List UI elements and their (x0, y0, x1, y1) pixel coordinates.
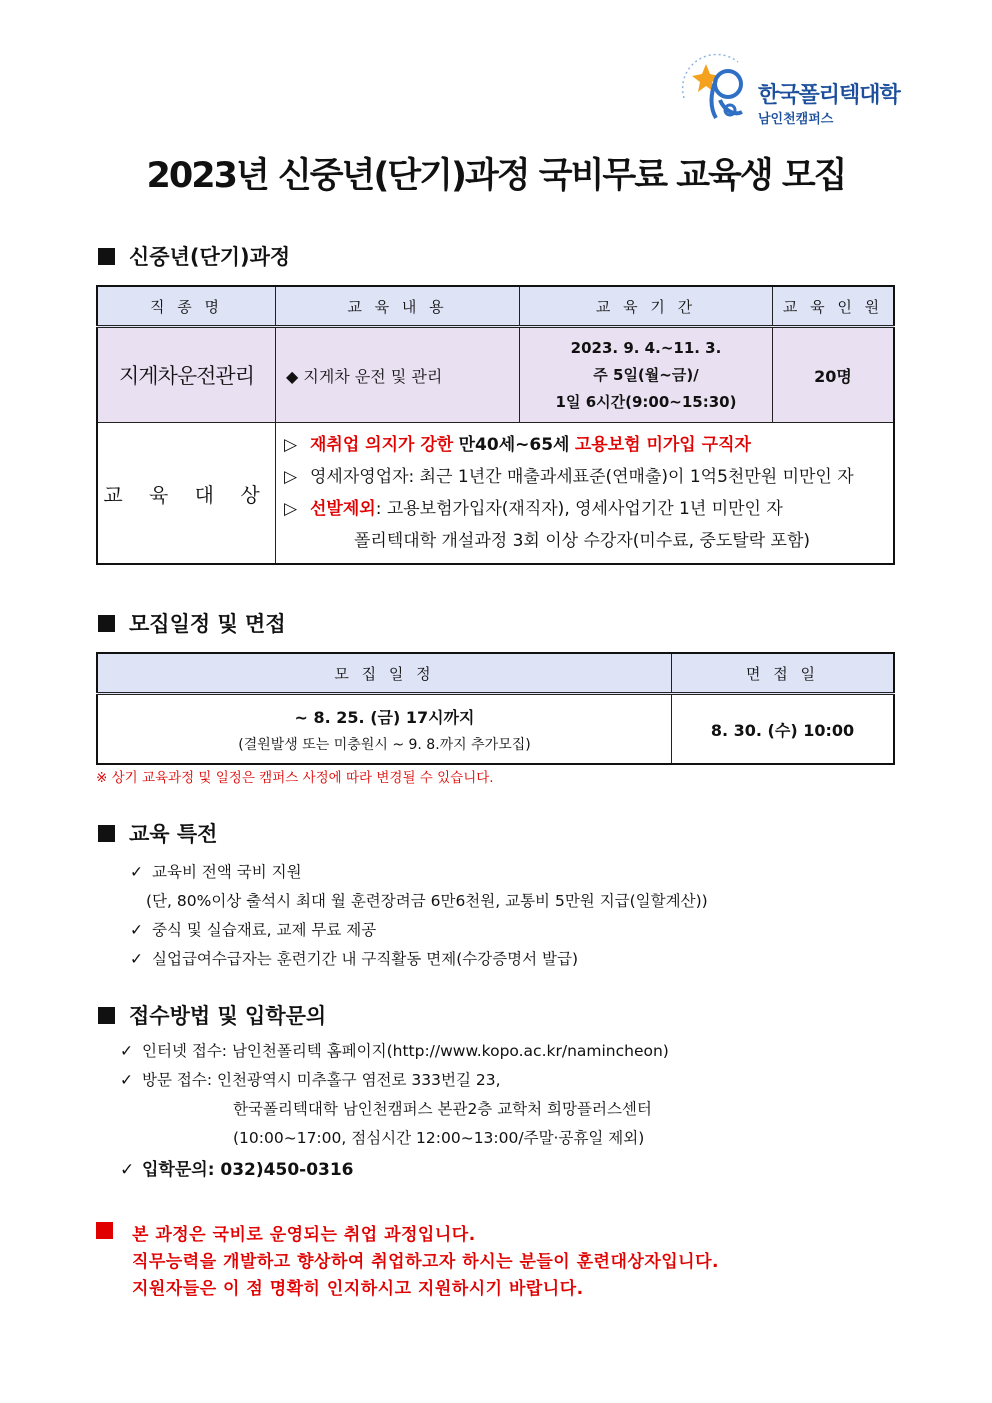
target-line-2: ▷ 영세자영업자: 최근 1년간 매출과세표준(연매출)이 1억5천만원 미만인 자 (284, 467, 854, 487)
notice-line-3: 지원자들은 이 점 명확히 인지하시고 지원하시기 바랍니다. (132, 1279, 584, 1299)
interview-date: 8. 30. (수) 10:00 (672, 694, 895, 765)
schedule-table-header (97, 653, 894, 694)
square-bullet-icon (98, 825, 115, 842)
target-line-4: 폴리텍대학 개설과정 3회 이상 수강자(미수료, 중도탈락 포함) (354, 531, 811, 551)
page-title: 2023년 신중년(단기)과정 국비무료 교육생 모집 (146, 156, 846, 196)
notice-line-1: 본 과정은 국비로 운영되는 취업 과정입니다. (132, 1225, 476, 1245)
course-content: ◆ 지게차 운전 및 관리 (276, 327, 520, 423)
header-period: 교 육 기 간 (520, 286, 773, 327)
target-line-3: ▷ 선발제외: 고용보험가입자(재직자), 영세사업기간 1년 미만인 자 (284, 499, 783, 519)
schedule-row (97, 694, 894, 765)
apply-visit: ✓ 방문 접수: 인천광역시 미추홀구 염전로 333번길 23, (120, 1071, 501, 1089)
schedule-table (96, 652, 895, 765)
logo-name: 한국폴리텍대학 (758, 83, 900, 108)
section-heading-course: 신중년(단기)과정 (98, 241, 290, 271)
change-notice: ※ 상기 교육과정 및 일정은 캠퍼스 사정에 따라 변경될 수 있습니다. (96, 770, 494, 786)
course-table (96, 285, 895, 565)
section-heading-benefits: 교육 특전 (98, 818, 217, 848)
apply-visit-hours: (10:00~17:00, 점심시간 12:00~13:00/주말·공휴일 제외) (233, 1129, 645, 1147)
benefit-item: ✓ 중식 및 실습재료, 교제 무료 제공 (130, 921, 377, 939)
benefit-item: ✓ 실업급여수급자는 훈련기간 내 구직활동 면제(수강증명서 발급) (130, 950, 579, 968)
inquiry-phone: ✓ 입학문의: 032)450-0316 (120, 1160, 354, 1180)
course-table-header (97, 286, 894, 327)
target-line-1: ▷ 재취업 의지가 강한 만40세~65세 고용보험 미가입 구직자 (284, 435, 751, 455)
target-content (276, 423, 895, 565)
polytech-logo (676, 50, 906, 130)
square-bullet-icon (98, 1007, 115, 1024)
header-interview: 면 접 일 (672, 653, 895, 694)
schedule-note: (결원발생 또는 미충원시 ~ 9. 8.까지 추가모집) (238, 736, 531, 753)
course-row (97, 327, 894, 423)
check-icon: ✓ (120, 1042, 133, 1060)
header-content: 교 육 내 용 (276, 286, 520, 327)
course-period: 2023. 9. 4.~11. 3. 주 5일(월~금)/ 1일 6시간(9:00~15:30) (520, 327, 773, 423)
header-schedule: 모 집 일 정 (97, 653, 672, 694)
check-icon: ✓ (120, 1160, 135, 1180)
notice-bullet (96, 1219, 127, 1243)
section-heading-apply: 접수방법 및 입학문의 (98, 1000, 326, 1030)
apply-visit-place: 한국폴리텍대학 남인천캠퍼스 본관2층 교학처 희망플러스센터 (233, 1100, 652, 1118)
header-job: 직 종 명 (97, 286, 276, 327)
check-icon: ✓ (130, 950, 143, 968)
square-bullet-icon (98, 248, 115, 265)
target-label: 교 육 대 상 (97, 423, 276, 565)
benefit-item: ✓ 교육비 전액 국비 지원 (130, 863, 302, 881)
check-icon: ✓ (120, 1071, 133, 1089)
logo-campus: 남인천캠퍼스 (758, 112, 834, 127)
square-bullet-icon (98, 615, 115, 632)
check-icon: ✓ (130, 863, 143, 881)
red-square-bullet-icon (96, 1222, 113, 1239)
target-row (97, 423, 894, 565)
apply-internet: ✓ 인터넷 접수: 남인천폴리텍 홈페이지(http://www.kopo.ac.kr/namincheon) (120, 1042, 669, 1060)
header-count: 교 육 인 원 (773, 286, 895, 327)
job-name: 지게차운전관리 (97, 327, 276, 423)
polytech-emblem-icon (676, 50, 756, 130)
schedule-deadline: ~ 8. 25. (금) 17시까지 (294, 707, 475, 727)
check-icon: ✓ (130, 921, 143, 939)
notice-line-2: 직무능력을 개발하고 향상하여 취업하고자 하시는 분들이 훈련대상자입니다. (132, 1252, 719, 1272)
course-count: 20명 (773, 327, 895, 423)
benefit-item-detail: (단, 80%이상 출석시 최대 월 훈련장려금 6만6천원, 교통비 5만원 지급(일할계산)) (146, 892, 708, 910)
section-heading-schedule: 모집일정 및 면접 (98, 608, 286, 638)
schedule-cell (97, 694, 672, 765)
